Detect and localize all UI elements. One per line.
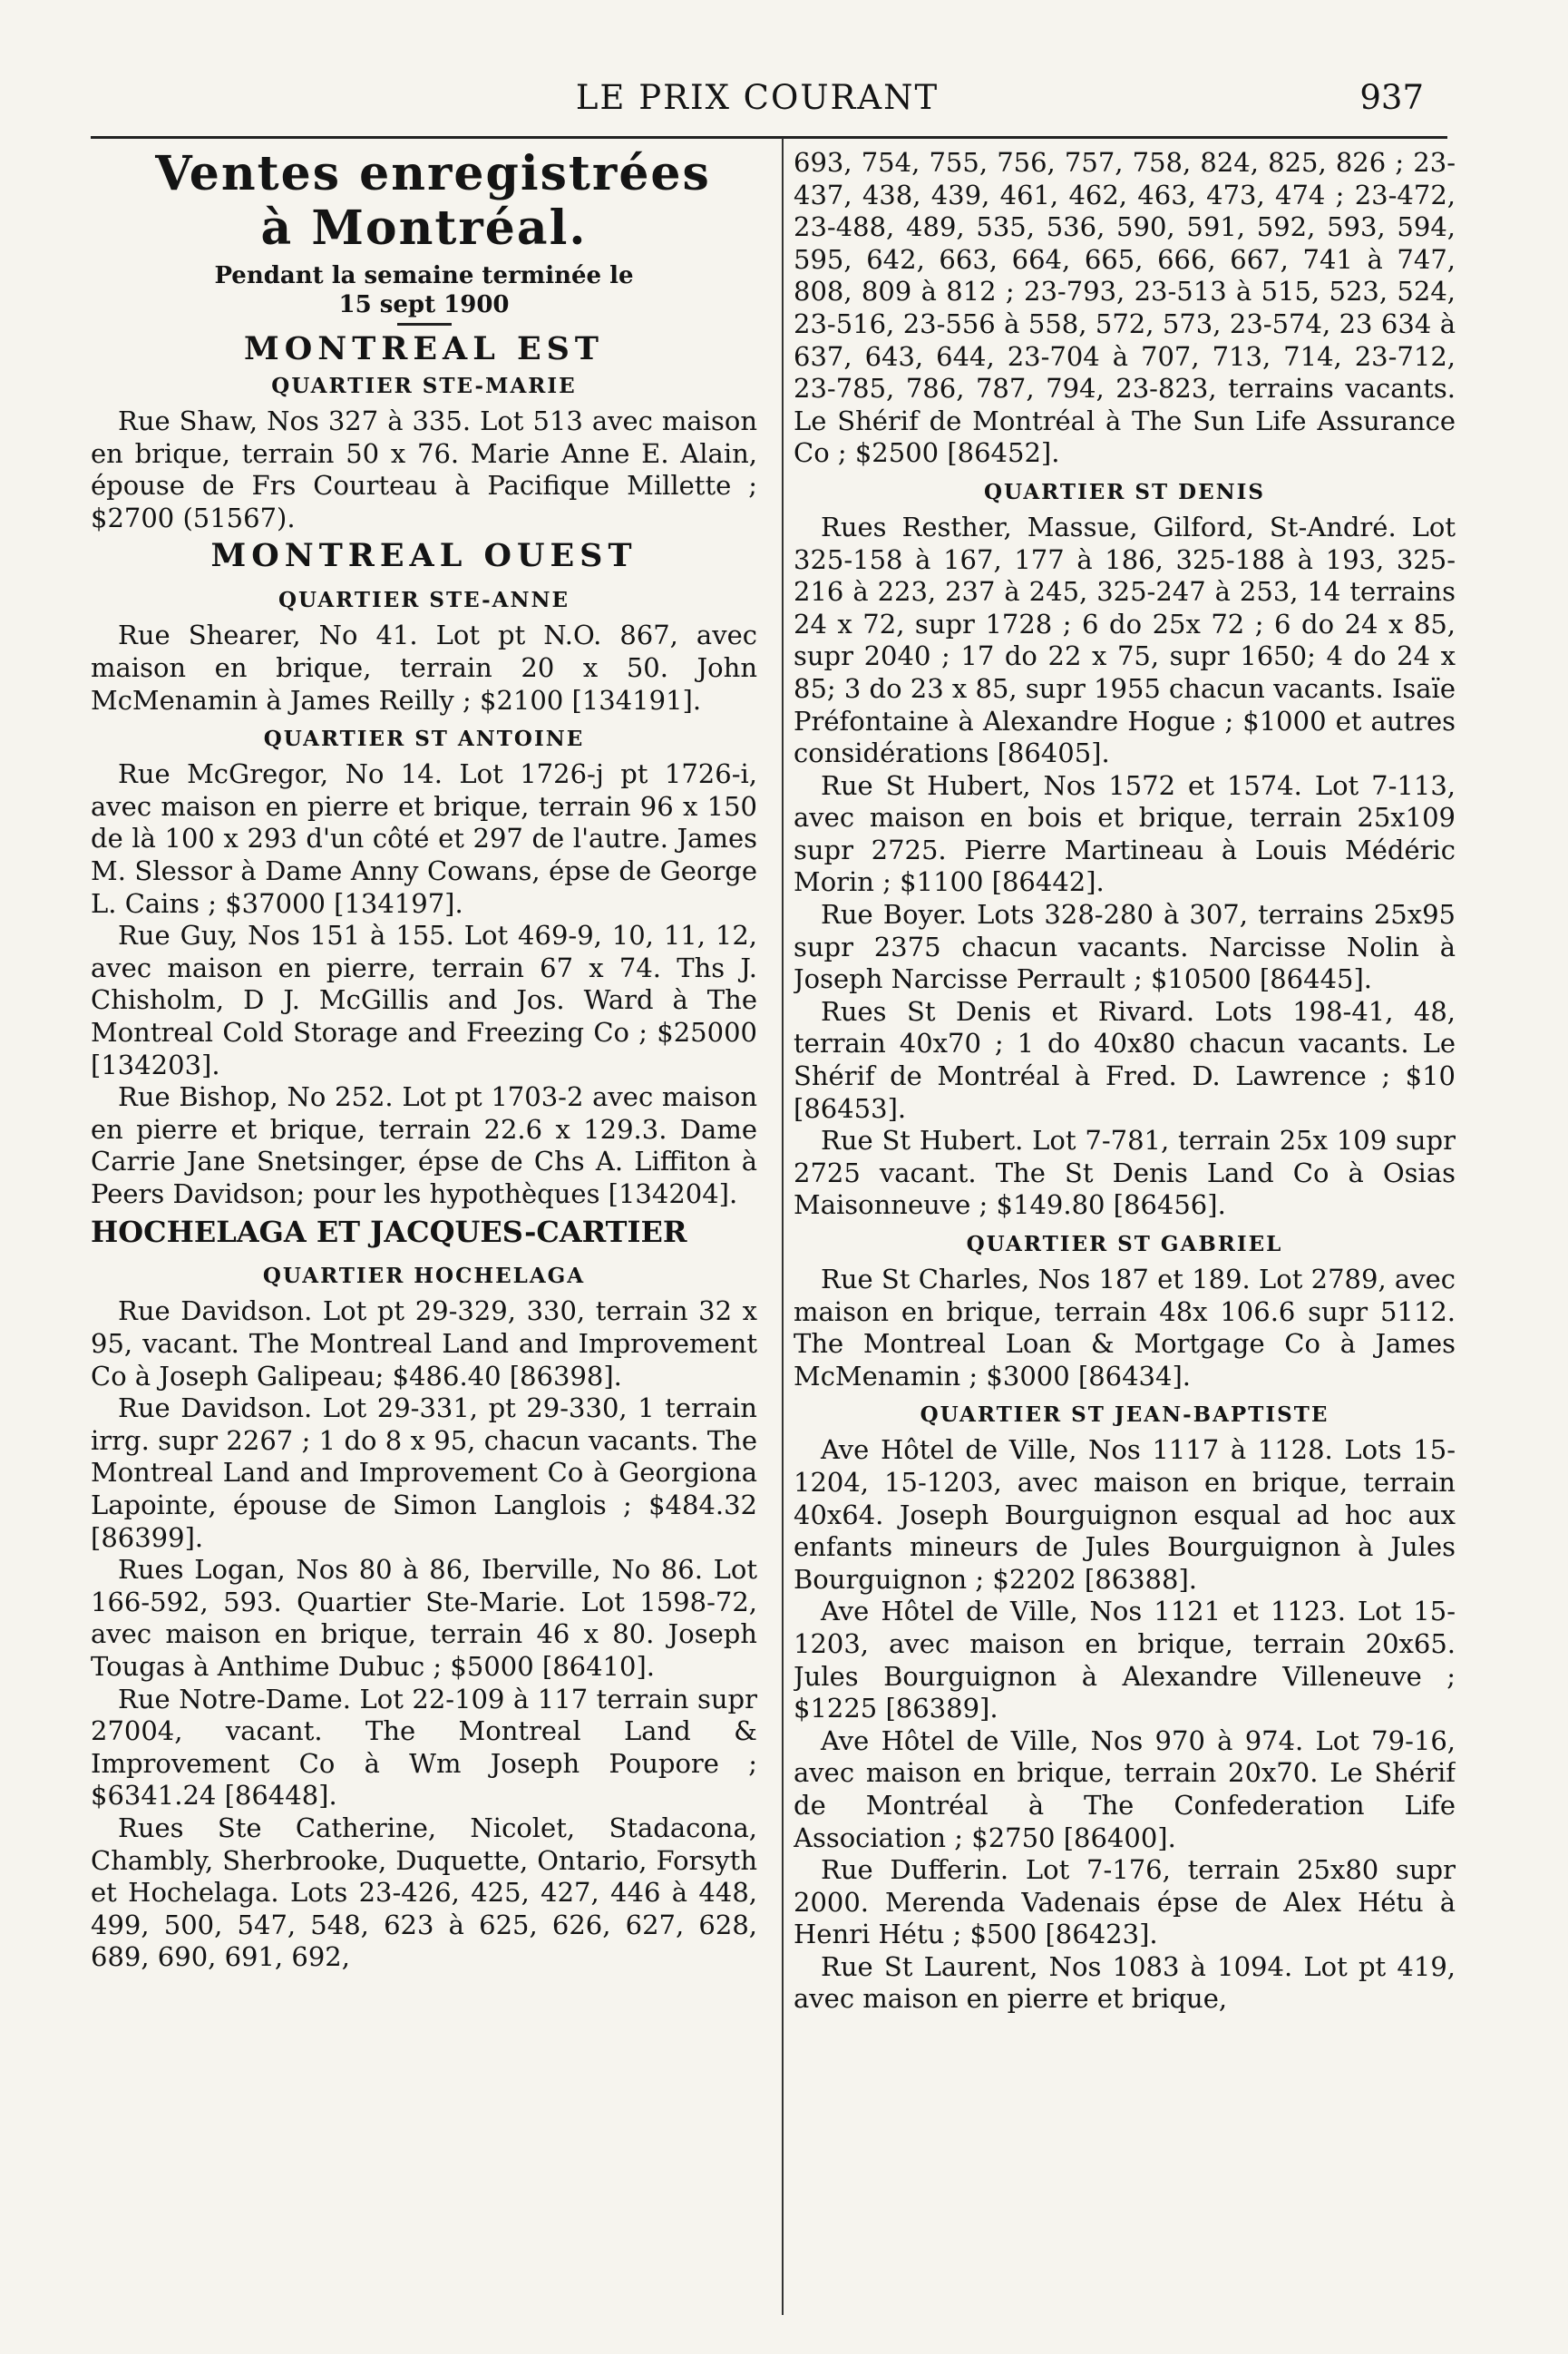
sale-entry: Rue McGregor, No 14. Lot 1726-j pt 1726-i, avec maison en pierre et brique, terrain 96 x 150 de là 100 x 293 d'un côté et 297 de l'autre. James M. Slessor à Dame Anny Cowans, épse de George L. Cains ; $37000 [134197]. (91, 758, 757, 919)
sale-entry: Rue Davidson. Lot pt 29-329, 330, terrain 32 x 95, vacant. The Montreal Land and Improvement Co à Joseph Galipeau; $486.40 [86398]. (91, 1295, 757, 1392)
sale-entry: Rue Guy, Nos 151 à 155. Lot 469-9, 10, 11, 12, avec maison en pierre, terrain 67 x 74. Ths J. Chisholm, D J. McGillis and Jos. Ward à The Montreal Cold Storage and Freezing Co ; $25000 [134203]. (91, 920, 757, 1080)
page-header (91, 73, 1424, 127)
main-title-line1: Ventes enregistrées (155, 147, 711, 201)
sale-entry: Rues Ste Catherine, Nicolet, Stadacona, Chambly, Sherbrooke, Duquette, Ontario, Forsyth et Hochelaga. Lots 23-426, 425, 427, 446 à 448, 499, 500, 547, 548, 623 à 625, 626, 627, 628, 689, 690, 691, 692, (91, 1812, 757, 1973)
main-title-line2: à Montréal. (260, 200, 588, 256)
sale-entry: Ave Hôtel de Ville, Nos 1117 à 1128. Lots 15-1204, 15-1203, avec maison en brique, terrain 40x64. Joseph Bourguignon esqual ad hoc aux enfants mineurs de Jules Bourguignon à Jules Bourguignon ; $2202 [86388]. (794, 1434, 1456, 1595)
quarter-heading: QUARTIER ST GABRIEL (966, 1232, 1283, 1256)
quarter-heading: QUARTIER HOCHELAGA (262, 1264, 586, 1289)
quarter-heading: QUARTIER ST DENIS (983, 479, 1266, 504)
sale-entry: Rue Notre-Dame. Lot 22-109 à 117 terrain supr 27004, vacant. The Montreal Land & Improvement Co à Wm Joseph Poupore ; $6341.24 [86448]. (91, 1683, 757, 1812)
quarter-heading: QUARTIER ST ANTOINE (263, 727, 585, 752)
header-rule (91, 136, 1447, 139)
sale-entry: Ave Hôtel de Ville, Nos 970 à 974. Lot 79-16, avec maison en brique, terrain 20x70. Le Shérif de Montréal à The Confederation Life Association ; $2750 [86400]. (794, 1724, 1456, 1853)
section-heading: HOCHELAGA ET JACQUES-CARTIER (91, 1215, 687, 1250)
sale-entry: Rues Logan, Nos 80 à 86, Iberville, No 86. Lot 166-592, 593. Quartier Ste-Marie. Lot 1598-72, avec maison en brique, terrain 46 x 80. Joseph Tougas à Anthime Dubuc ; $5000 [86410]. (91, 1554, 757, 1682)
sale-entry: Rue St Hubert, Nos 1572 et 1574. Lot 7-113, avec maison en bois et brique, terrain 25x109 supr 2725. Pierre Martineau à Louis Médéric Morin ; $1100 [86442]. (794, 769, 1456, 898)
quarter-heading: QUARTIER ST JEAN-BAPTISTE (920, 1402, 1329, 1428)
section-heading: MONTREAL EST (244, 330, 604, 367)
sale-entry: Rues Resther, Massue, Gilford, St-André. Lot 325-158 à 167, 177 à 186, 325-188 à 193, 325-216 à 223, 237 à 245, 325-247 à 253, 14 terrains 24 x 72, supr 1728 ; 6 do 25x 72 ; 6 do 24 x 85, supr 2040 ; 17 do 22 x 75, supr 1650; 4 do 24 x 85; 3 do 23 x 85, supr 1955 chacun vacants. Isaïe Préfontaine à Alexandre Hogue ; $1000 et autres considérations [86405]. (794, 511, 1456, 769)
column-divider (782, 138, 784, 2315)
continued-entry: 693, 754, 755, 756, 757, 758, 824, 825, 826 ; 23-437, 438, 439, 461, 462, 463, 473, 474 ; 23-472, 23-488, 489, 535, 536, 590, 591, 592, 593, 594, 595, 642, 663, 664, 665, 666, 667, 741 à 747, 808, 809 à 812 ; 23-793, 23-513 à 515, 523, 524, 23-516, 23-556 à 558, 572, 573, 23-574, 23 634 à 637, 643, 644, 23-704 à 707, 713, 714, 23-712, 23-785, 786, 787, 794, 23-823, terrains vacants. Le Shérif de Montréal à The Sun Life Assurance Co ; $2500 [86452]. (794, 147, 1456, 469)
sale-entry: Rue Shearer, No 41. Lot pt N.O. 867, avec maison en brique, terrain 20 x 50. John McMenamin à James Reilly ; $2100 [134191]. (91, 620, 757, 716)
sale-entry: Rue Dufferin. Lot 7-176, terrain 25x80 supr 2000. Merenda Vadenais épse de Alex Hétu à Henri Hétu ; $500 [86423]. (794, 1854, 1456, 1950)
section-heading: MONTREAL OUEST (210, 537, 638, 575)
sale-entry: Ave Hôtel de Ville, Nos 1121 et 1123. Lot 15-1203, avec maison en brique, terrain 20x65. Jules Bourguignon à Alexandre Villeneuve ; $1225 [86389]. (794, 1596, 1456, 1724)
page-number: 937 (1359, 78, 1424, 117)
sale-entry: Rue Shaw, Nos 327 à 335. Lot 513 avec maison en brique, terrain 50 x 76. Marie Anne E. Alain, épouse de Frs Courteau à Pacifique Millette ; $2700 (51567). (91, 405, 757, 533)
sale-entry: Rue Davidson. Lot 29-331, pt 29-330, 1 terrain irrg. supr 2267 ; 1 do 8 x 95, chacun vacants. The Montreal Land and Improvement Co à Georgiona Lapointe, épouse de Simon Langlois ; $484.32 [86399]. (91, 1392, 757, 1553)
quarter-heading: QUARTIER STE-ANNE (278, 588, 570, 613)
subtitle-line1: Pendant la semaine terminée le (214, 262, 634, 289)
journal-title: LE PRIX COURANT (575, 78, 940, 117)
left-column (91, 147, 757, 2318)
sale-entry: Rue St Charles, Nos 187 et 189. Lot 2789, avec maison en brique, terrain 48x 106.6 supr 5112. The Montreal Loan & Mortgage Co à James McMenamin ; $3000 [86434]. (794, 1264, 1456, 1392)
quarter-heading: QUARTIER STE-MARIE (271, 374, 577, 398)
right-column (794, 147, 1456, 2318)
sale-entry: Rue Bishop, No 252. Lot pt 1703-2 avec maison en pierre et brique, terrain 22.6 x 129.3. Dame Carrie Jane Snetsinger, épse de Chs A. Liffiton à Peers Davidson; pour les hypothèques [134204]. (91, 1081, 757, 1209)
sale-entry: Rue Boyer. Lots 328-280 à 307, terrains 25x95 supr 2375 chacun vacants. Narcisse Nolin à Joseph Narcisse Perrault ; $10500 [86445]. (794, 899, 1456, 995)
title-rule (397, 323, 452, 326)
subtitle-line2: 15 sept 1900 (338, 291, 510, 318)
sale-entry: Rue St Hubert. Lot 7-781, terrain 25x 109 supr 2725 vacant. The St Denis Land Co à Osias Maisonneuve ; $149.80 [86456]. (794, 1125, 1456, 1221)
sale-entry: Rues St Denis et Rivard. Lots 198-41, 48, terrain 40x70 ; 1 do 40x80 chacun vacants. Le Shérif de Montréal à Fred. D. Lawrence ; $10 [86453]. (794, 995, 1456, 1124)
sale-entry: Rue St Laurent, Nos 1083 à 1094. Lot pt 419, avec maison en pierre et brique, (794, 1950, 1456, 2015)
